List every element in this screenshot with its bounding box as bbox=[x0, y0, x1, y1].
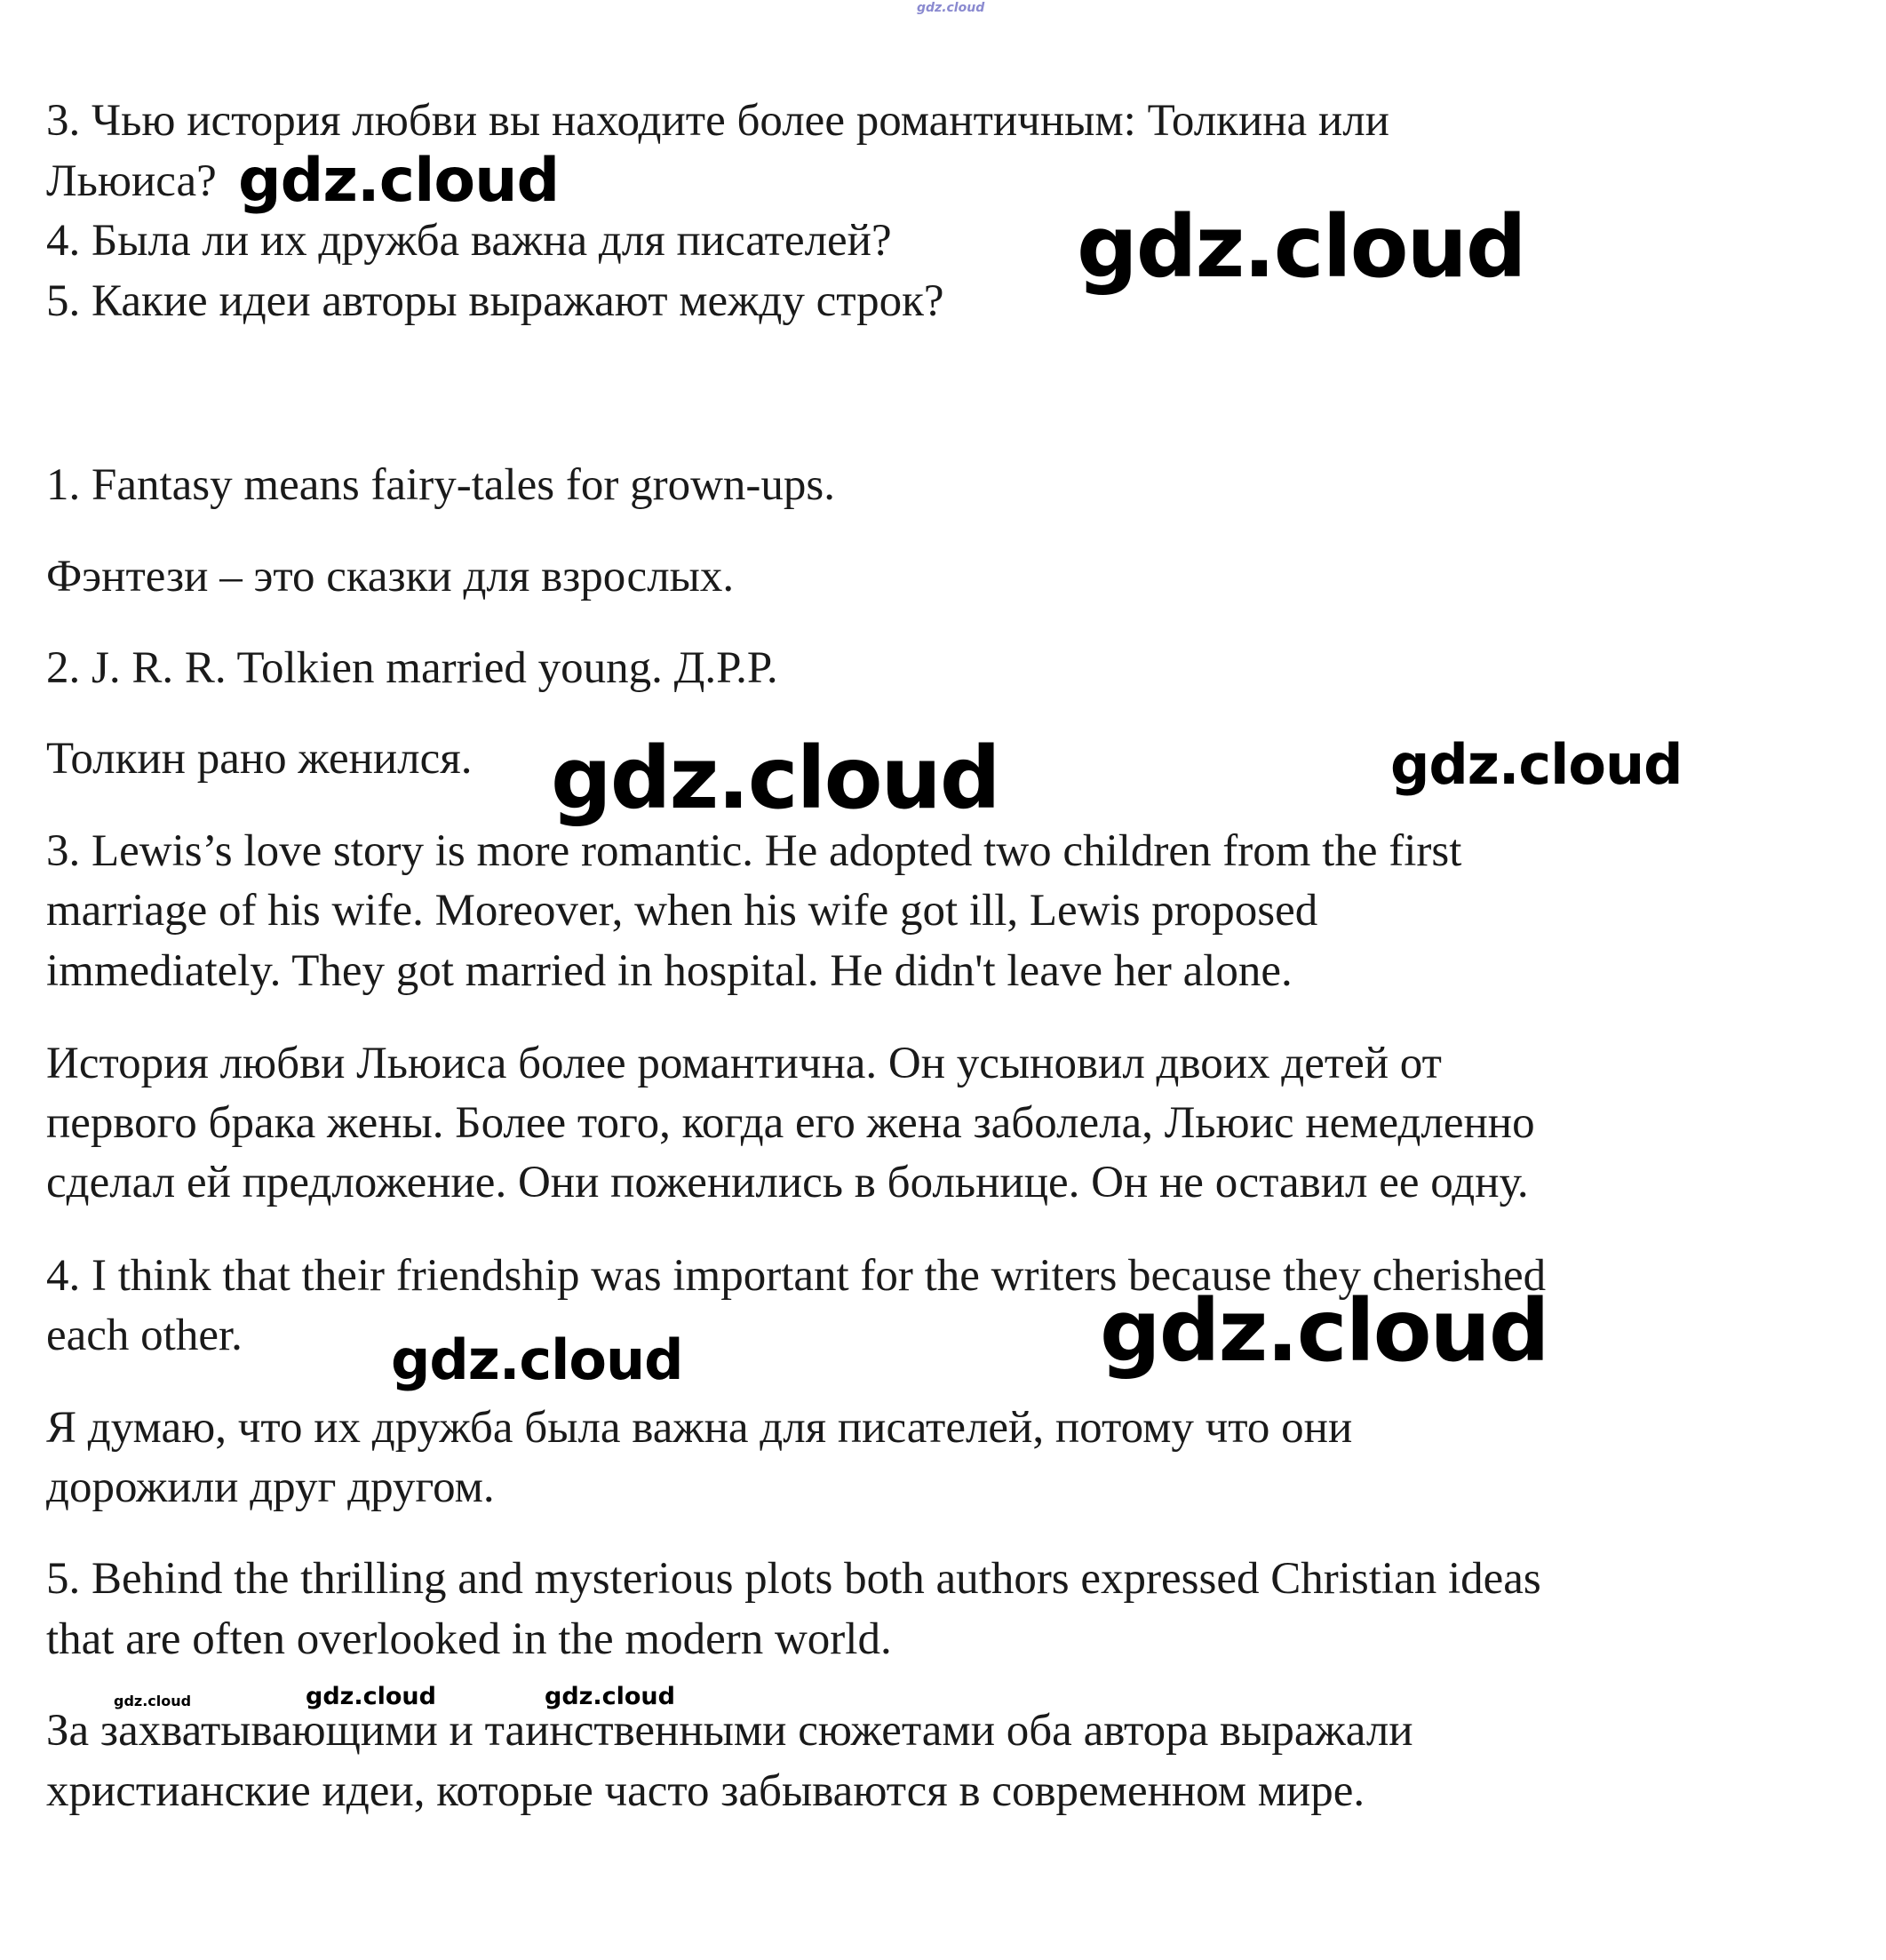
question-5: 5. Какие идеи авторы выражают между строк? bbox=[46, 276, 944, 326]
answer-4-ru-line-2: дорожили друг другом. bbox=[46, 1462, 495, 1512]
watermark: gdz.cloud bbox=[1077, 197, 1525, 297]
answer-4-en-line-2: each other. bbox=[46, 1311, 243, 1360]
answer-3-en-line-2: marriage of his wife. Moreover, when his wife got ill, Lewis proposed bbox=[46, 886, 1318, 936]
watermark: gdz.cloud bbox=[238, 146, 560, 216]
watermark: gdz.cloud bbox=[551, 729, 999, 828]
watermark: gdz.cloud bbox=[114, 1693, 192, 1709]
answer-3-ru-line-3: сделал ей предложение. Они поженились в больнице. Он не оставил ее одну. bbox=[46, 1158, 1529, 1207]
answer-3-en-line-1: 3. Lewis’s love story is more romantic. He adopted two children from the first bbox=[46, 826, 1462, 876]
watermark: gdz.cloud bbox=[1390, 732, 1683, 797]
answer-1-en: 1. Fantasy means fairy-tales for grown-ups. bbox=[46, 460, 836, 510]
answer-3-ru-line-2: первого брака жены. Более того, когда его жена заболела, Льюис немедленно bbox=[46, 1098, 1535, 1148]
answer-3-en-line-3: immediately. They got married in hospital. He didn't leave her alone. bbox=[46, 946, 1293, 996]
answer-2-en: 2. J. R. R. Tolkien married young. Д.Р.Р. bbox=[46, 643, 778, 693]
answer-5-ru-line-2: христианские идеи, которые часто забываются в современном мире. bbox=[46, 1766, 1365, 1816]
answer-5-ru-line-1: За захватывающими и таинственными сюжетами оба автора выражали bbox=[46, 1706, 1413, 1756]
question-3-line-1: 3. Чью история любви вы находите более романтичным: Толкина или bbox=[46, 96, 1389, 146]
answer-2-ru: Толкин рано женился. bbox=[46, 734, 473, 784]
answer-5-en-line-2: that are often overlooked in the modern world. bbox=[46, 1614, 892, 1664]
answer-1-ru: Фэнтези – это сказки для взрослых. bbox=[46, 552, 735, 602]
watermark: gdz.cloud bbox=[391, 1327, 683, 1392]
watermark: gdz.cloud bbox=[1100, 1281, 1548, 1381]
question-4: 4. Была ли их дружба важна для писателей? bbox=[46, 216, 892, 266]
answer-4-ru-line-1: Я думаю, что их дружба была важна для писателей, потому что они bbox=[46, 1403, 1353, 1453]
question-3-line-2: Льюиса? bbox=[46, 156, 217, 206]
watermark: gdz.cloud bbox=[545, 1683, 675, 1710]
answer-5-en-line-1: 5. Behind the thrilling and mysterious plots both authors expressed Christian ideas bbox=[46, 1554, 1541, 1604]
answer-3-ru-line-1: История любви Льюиса более романтична. Он усыновил двоих детей от bbox=[46, 1039, 1442, 1088]
answer-4-en-line-1: 4. I think that their friendship was important for the writers because they cherished bbox=[46, 1251, 1547, 1301]
watermark-top: gdz.cloud bbox=[917, 1, 985, 15]
watermark: gdz.cloud bbox=[306, 1683, 436, 1710]
